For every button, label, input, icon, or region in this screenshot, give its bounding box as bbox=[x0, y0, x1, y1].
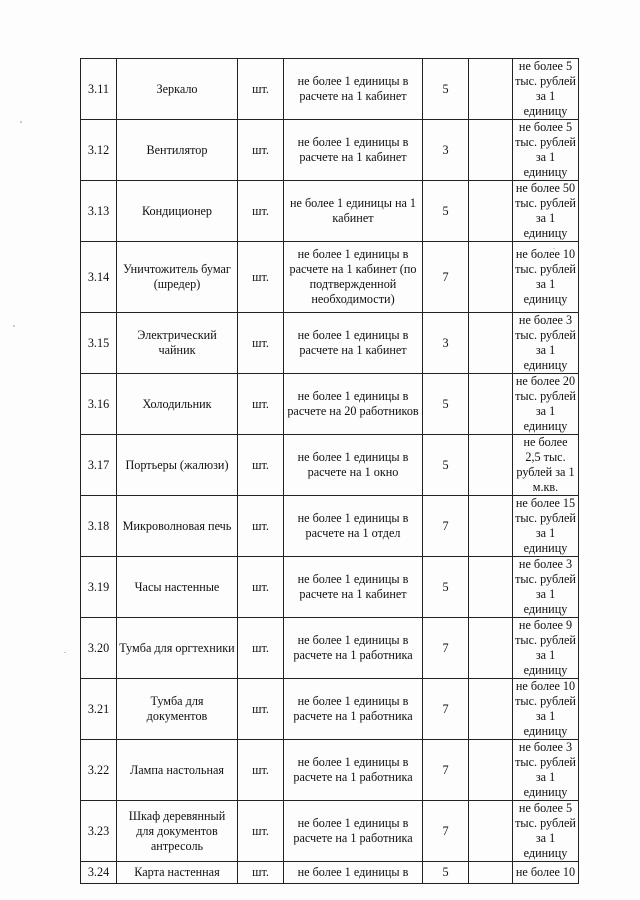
unit: шт. bbox=[238, 242, 284, 313]
price-limit: не более 15 тыс. рублей за 1 единицу bbox=[513, 496, 579, 557]
quantity-norm: не более 1 единицы в расчете на 1 кабинет bbox=[284, 120, 423, 181]
item-name: Микроволновая печь bbox=[117, 496, 238, 557]
row-number: 3.13 bbox=[81, 181, 117, 242]
table-row bbox=[81, 618, 579, 679]
item-name: Тумба для документов bbox=[117, 679, 238, 740]
quantity-norm: не более 1 единицы на 1 кабинет bbox=[284, 181, 423, 242]
table-row bbox=[81, 374, 579, 435]
row-number: 3.17 bbox=[81, 435, 117, 496]
empty-cell bbox=[469, 59, 513, 120]
equipment-norms-table bbox=[80, 58, 579, 884]
scan-speck bbox=[13, 325, 15, 327]
service-life: 5 bbox=[423, 181, 469, 242]
empty-cell bbox=[469, 374, 513, 435]
scan-speck bbox=[64, 652, 66, 653]
row-number: 3.15 bbox=[81, 313, 117, 374]
empty-cell bbox=[469, 801, 513, 862]
empty-cell bbox=[469, 740, 513, 801]
price-limit: не более 2,5 тыс. рублей за 1 м.кв. bbox=[513, 435, 579, 496]
table-row bbox=[81, 557, 579, 618]
price-limit: не более 5 тыс. рублей за 1 единицу bbox=[513, 120, 579, 181]
item-name: Шкаф деревянный для документов антресоль bbox=[117, 801, 238, 862]
price-limit: не более 3 тыс. рублей за 1 единицу bbox=[513, 313, 579, 374]
service-life: 3 bbox=[423, 120, 469, 181]
table-row bbox=[81, 313, 579, 374]
price-limit: не более 3 тыс. рублей за 1 единицу bbox=[513, 557, 579, 618]
service-life: 5 bbox=[423, 374, 469, 435]
table-row bbox=[81, 679, 579, 740]
unit: шт. bbox=[238, 862, 284, 884]
price-limit: не более 10 bbox=[513, 862, 579, 884]
unit: шт. bbox=[238, 618, 284, 679]
service-life: 7 bbox=[423, 801, 469, 862]
unit: шт. bbox=[238, 181, 284, 242]
row-number: 3.19 bbox=[81, 557, 117, 618]
row-number: 3.16 bbox=[81, 374, 117, 435]
service-life: 7 bbox=[423, 740, 469, 801]
table-row bbox=[81, 740, 579, 801]
quantity-norm: не более 1 единицы в расчете на 1 работника bbox=[284, 618, 423, 679]
table-row bbox=[81, 242, 579, 313]
row-number: 3.23 bbox=[81, 801, 117, 862]
unit: шт. bbox=[238, 435, 284, 496]
service-life: 7 bbox=[423, 679, 469, 740]
quantity-norm: не более 1 единицы в расчете на 1 работника bbox=[284, 740, 423, 801]
empty-cell bbox=[469, 679, 513, 740]
unit: шт. bbox=[238, 313, 284, 374]
item-name: Зеркало bbox=[117, 59, 238, 120]
unit: шт. bbox=[238, 740, 284, 801]
unit: шт. bbox=[238, 120, 284, 181]
table-row bbox=[81, 435, 579, 496]
price-limit: не более 10 тыс. рублей за 1 единицу bbox=[513, 242, 579, 313]
item-name: Уничтожитель бумаг (шредер) bbox=[117, 242, 238, 313]
quantity-norm: не более 1 единицы в расчете на 1 работника bbox=[284, 679, 423, 740]
unit: шт. bbox=[238, 59, 284, 120]
item-name: Кондиционер bbox=[117, 181, 238, 242]
service-life: 7 bbox=[423, 618, 469, 679]
unit: шт. bbox=[238, 679, 284, 740]
quantity-norm: не более 1 единицы в bbox=[284, 862, 423, 884]
table-row bbox=[81, 862, 579, 884]
table-row bbox=[81, 496, 579, 557]
empty-cell bbox=[469, 313, 513, 374]
price-limit: не более 3 тыс. рублей за 1 единицу bbox=[513, 740, 579, 801]
service-life: 5 bbox=[423, 59, 469, 120]
price-limit: не более 50 тыс. рублей за 1 единицу bbox=[513, 181, 579, 242]
row-number: 3.21 bbox=[81, 679, 117, 740]
item-name: Лампа настольная bbox=[117, 740, 238, 801]
row-number: 3.22 bbox=[81, 740, 117, 801]
empty-cell bbox=[469, 120, 513, 181]
table-row bbox=[81, 801, 579, 862]
unit: шт. bbox=[238, 374, 284, 435]
row-number: 3.12 bbox=[81, 120, 117, 181]
quantity-norm: не более 1 единицы в расчете на 1 кабинет (по подтвержденной необходимости) bbox=[284, 242, 423, 313]
service-life: 7 bbox=[423, 496, 469, 557]
empty-cell bbox=[469, 862, 513, 884]
service-life: 5 bbox=[423, 862, 469, 884]
row-number: 3.24 bbox=[81, 862, 117, 884]
row-number: 3.20 bbox=[81, 618, 117, 679]
service-life: 5 bbox=[423, 557, 469, 618]
quantity-norm: не более 1 единицы в расчете на 20 работников bbox=[284, 374, 423, 435]
item-name: Холодильник bbox=[117, 374, 238, 435]
item-name: Тумба для оргтехники bbox=[117, 618, 238, 679]
row-number: 3.18 bbox=[81, 496, 117, 557]
quantity-norm: не более 1 единицы в расчете на 1 отдел bbox=[284, 496, 423, 557]
item-name: Карта настенная bbox=[117, 862, 238, 884]
row-number: 3.11 bbox=[81, 59, 117, 120]
service-life: 3 bbox=[423, 313, 469, 374]
item-name: Портьеры (жалюзи) bbox=[117, 435, 238, 496]
empty-cell bbox=[469, 242, 513, 313]
table-row bbox=[81, 120, 579, 181]
table-row bbox=[81, 181, 579, 242]
quantity-norm: не более 1 единицы в расчете на 1 работника bbox=[284, 801, 423, 862]
price-limit: не более 20 тыс. рублей за 1 единицу bbox=[513, 374, 579, 435]
empty-cell bbox=[469, 496, 513, 557]
item-name: Часы настенные bbox=[117, 557, 238, 618]
scan-speck bbox=[20, 121, 22, 123]
price-limit: не более 9 тыс. рублей за 1 единицу bbox=[513, 618, 579, 679]
empty-cell bbox=[469, 618, 513, 679]
row-number: 3.14 bbox=[81, 242, 117, 313]
empty-cell bbox=[469, 557, 513, 618]
item-name: Электрический чайник bbox=[117, 313, 238, 374]
price-limit: не более 5 тыс. рублей за 1 единицу bbox=[513, 59, 579, 120]
service-life: 5 bbox=[423, 435, 469, 496]
unit: шт. bbox=[238, 557, 284, 618]
empty-cell bbox=[469, 181, 513, 242]
quantity-norm: не более 1 единицы в расчете на 1 кабинет bbox=[284, 557, 423, 618]
empty-cell bbox=[469, 435, 513, 496]
unit: шт. bbox=[238, 496, 284, 557]
price-limit: не более 5 тыс. рублей за 1 единицу bbox=[513, 801, 579, 862]
item-name: Вентилятор bbox=[117, 120, 238, 181]
unit: шт. bbox=[238, 801, 284, 862]
table-row bbox=[81, 59, 579, 120]
quantity-norm: не более 1 единицы в расчете на 1 кабинет bbox=[284, 59, 423, 120]
service-life: 7 bbox=[423, 242, 469, 313]
price-limit: не более 10 тыс. рублей за 1 единицу bbox=[513, 679, 579, 740]
quantity-norm: не более 1 единицы в расчете на 1 окно bbox=[284, 435, 423, 496]
quantity-norm: не более 1 единицы в расчете на 1 кабинет bbox=[284, 313, 423, 374]
